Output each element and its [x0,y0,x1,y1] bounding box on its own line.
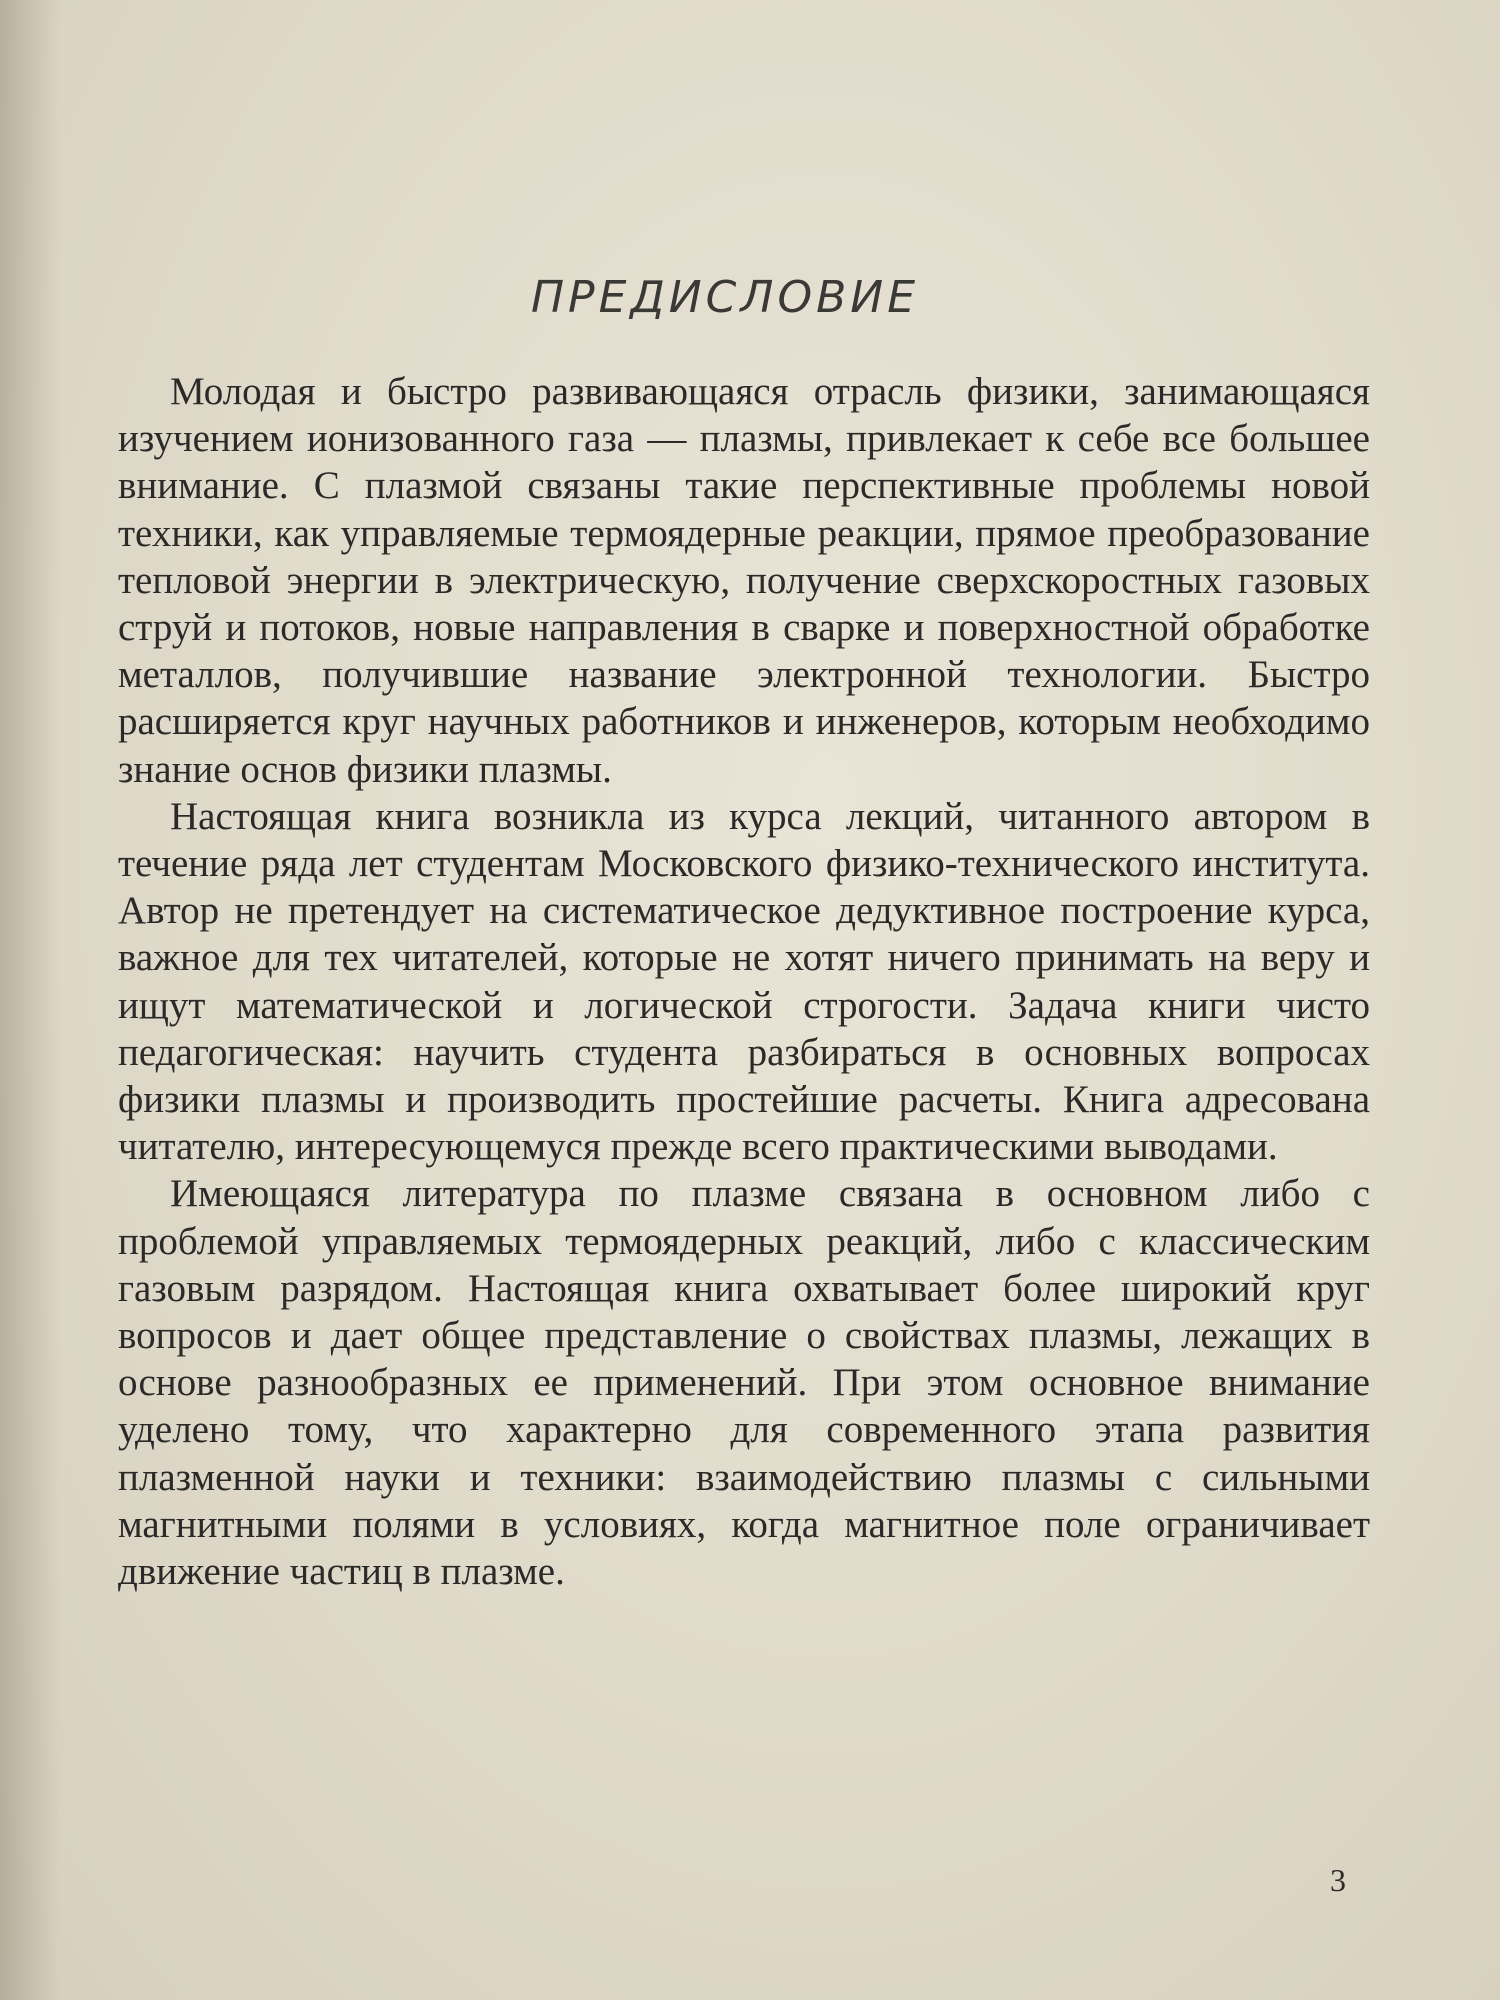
paragraph-2: Настоящая книга возникла из курса лекций, читанного автором в течение ряда лет студентам Московского физико-технического института. Автор не претендует на систематическое дедуктивное построение курса, важное для тех читателей, которые не хотят ничего принимать на веру и ищут математической и логической строгости. Задача книги чисто педагогическая: научить студента разбираться в основных вопросах физики плазмы и производить простейшие расчеты. Книга адресована читателю, интересующемуся прежде всего практическими выводами. [118,794,1370,1169]
paragraph-1: Молодая и быстро развивающаяся отрасль физики, занимающаяся изучением ионизованного газа — плазмы, привлекает к себе все большее внимание. С плазмой связаны такие перспективные проблемы новой техники, как управляемые термоядерные реакции, прямое преобразование тепловой энергии в электрическую, получение сверхскоростных газовых струй и потоков, новые направления в сварке и поверхностной обработке металлов, получившие название электронной технологии. Быстро расширяется круг научных работников и инженеров, которым необходимо знание основ физики плазмы. [118,370,1370,791]
page-title: ПРЕДИСЛОВИЕ [530,272,920,323]
page-number: 3 [1330,1862,1346,1898]
preface-body [118,368,1370,1595]
paragraph-3: Имеющаяся литература по плазме связана в основном либо с проблемой управляемых термоядерных реакций, либо с классическим газовым разрядом. Настоящая книга охватывает более широкий круг вопросов и дает общее представление о свойствах плазмы, лежащих в основе разнообразных ее применений. При этом основное внимание уделено тому, что характерно для современного этапа развития плазменной науки и техники: взаимодействию плазмы с сильными магнитными полями в условиях, когда магнитное поле ограничивает движение частиц в плазме. [118,1172,1370,1594]
